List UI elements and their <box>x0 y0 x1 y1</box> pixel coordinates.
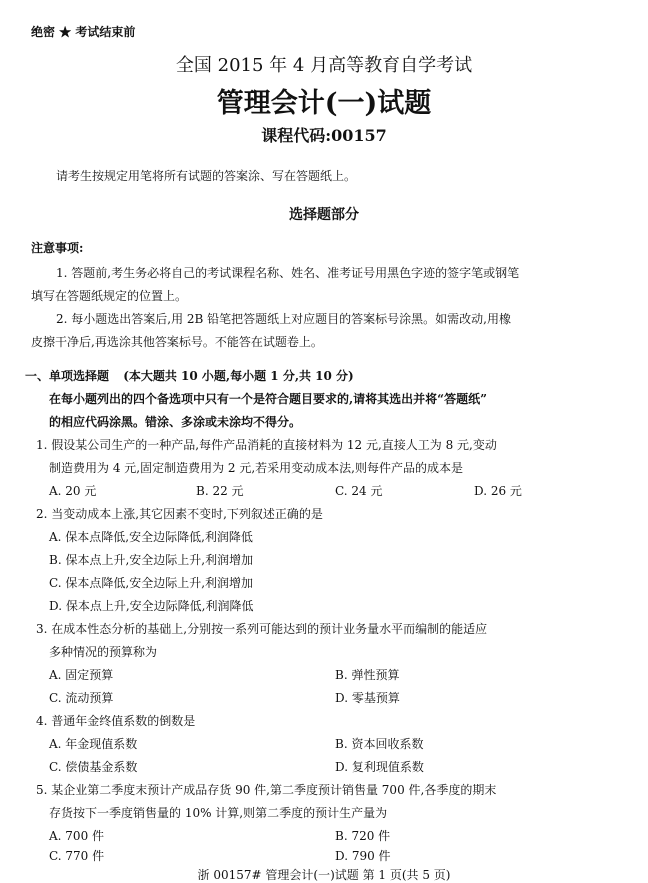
section-desc-line-2: 的相应代码涂黑。错涂、多涂或未涂均不得分。 <box>49 415 302 429</box>
section-meta: (本大题共 10 小题,每小题 1 分,共 10 分) <box>123 369 354 383</box>
question-1-option-c: C. 24 元 <box>335 484 383 498</box>
question-3-stem-line-2: 多种情况的预算称为 <box>49 645 158 659</box>
page-footer: 浙 00157# 管理会计(一)试题 第 1 页(共 5 页) <box>197 868 451 882</box>
question-1-option-d: D. 26 元 <box>474 484 522 498</box>
answer-instruction: 请考生按规定用笔将所有试题的答案涂、写在答题纸上。 <box>56 169 357 183</box>
question-1-stem-line-1: 1. 假设某公司生产的一种产品,每件产品消耗的直接材料为 12 元,直接人工为 8 元,变动 <box>36 438 497 452</box>
question-3-option-a: A. 固定预算 <box>49 668 114 682</box>
question-5-option-a: A. 700 件 <box>49 829 105 843</box>
question-1-option-b: B. 22 元 <box>196 484 244 498</box>
question-4-option-d: D. 复利现值系数 <box>335 760 424 774</box>
question-3-option-d: D. 零基预算 <box>335 691 400 705</box>
question-1-option-a: A. 20 元 <box>49 484 97 498</box>
course-code: 课程代码:00157 <box>261 126 387 145</box>
question-4-option-c: C. 偿债基金系数 <box>49 760 138 774</box>
section-title <box>25 367 354 384</box>
question-1-stem-line-2: 制造费用为 4 元,固定制造费用为 2 元,若采用变动成本法,则每件产品的成本是 <box>49 461 463 475</box>
exam-name: 全国 2015 年 4 月高等教育自学考试 <box>175 55 473 76</box>
question-5-option-b: B. 720 件 <box>335 829 391 843</box>
subject-title: 管理会计(一)试题 <box>216 88 432 119</box>
part-title: 选择题部分 <box>289 207 359 223</box>
question-3-option-b: B. 弹性预算 <box>335 668 400 682</box>
question-5-option-c: C. 770 件 <box>49 849 105 863</box>
attention-item-1-line-1: 1. 答题前,考生务必将自己的考试课程名称、姓名、准考证号用黑色字迹的签字笔或钢笔 <box>56 266 520 280</box>
question-2-option-a: A. 保本点降低,安全边际降低,利润降低 <box>49 530 253 544</box>
question-4-option-b: B. 资本回收系数 <box>335 737 424 751</box>
attention-item-1-line-2: 填写在答题纸规定的位置上。 <box>31 289 188 303</box>
question-2-option-c: C. 保本点降低,安全边际上升,利润增加 <box>49 576 254 590</box>
question-5-stem-line-2: 存货按下一季度销售量的 10% 计算,则第二季度的预计生产量为 <box>49 806 388 820</box>
question-4-stem-line-1: 4. 普通年金终值系数的倒数是 <box>36 714 196 728</box>
question-5-option-d: D. 790 件 <box>335 849 391 863</box>
attention-heading: 注意事项: <box>31 241 84 255</box>
secret-mark: 绝密 ★ 考试结束前 <box>31 25 136 39</box>
question-3-stem-line-1: 3. 在成本性态分析的基础上,分别按一系列可能达到的预计业务量水平而编制的能适应 <box>36 622 488 636</box>
section-desc-line-1: 在每小题列出的四个备选项中只有一个是符合题目要求的,请将其选出并将“答题纸” <box>49 392 487 406</box>
question-3-option-c: C. 流动预算 <box>49 691 114 705</box>
question-2-option-b: B. 保本点上升,安全边际上升,利润增加 <box>49 553 254 567</box>
question-2-option-d: D. 保本点上升,安全边际降低,利润降低 <box>49 599 254 613</box>
attention-item-2-line-1: 2. 每小题选出答案后,用 2B 铅笔把答题纸上对应题目的答案标号涂黑。如需改动,用橡 <box>56 312 511 326</box>
attention-item-2-line-2: 皮擦干净后,再选涂其他答案标号。不能答在试题卷上。 <box>31 335 323 349</box>
question-4-option-a: A. 年金现值系数 <box>49 737 138 751</box>
question-2-stem-line-1: 2. 当变动成本上涨,其它因素不变时,下列叙述正确的是 <box>36 507 323 521</box>
question-5-stem-line-1: 5. 某企业第二季度末预计产成品存货 90 件,第二季度预计销售量 700 件,各季度的期末 <box>36 783 497 797</box>
section-title-text: 一、单项选择题 <box>25 369 110 383</box>
